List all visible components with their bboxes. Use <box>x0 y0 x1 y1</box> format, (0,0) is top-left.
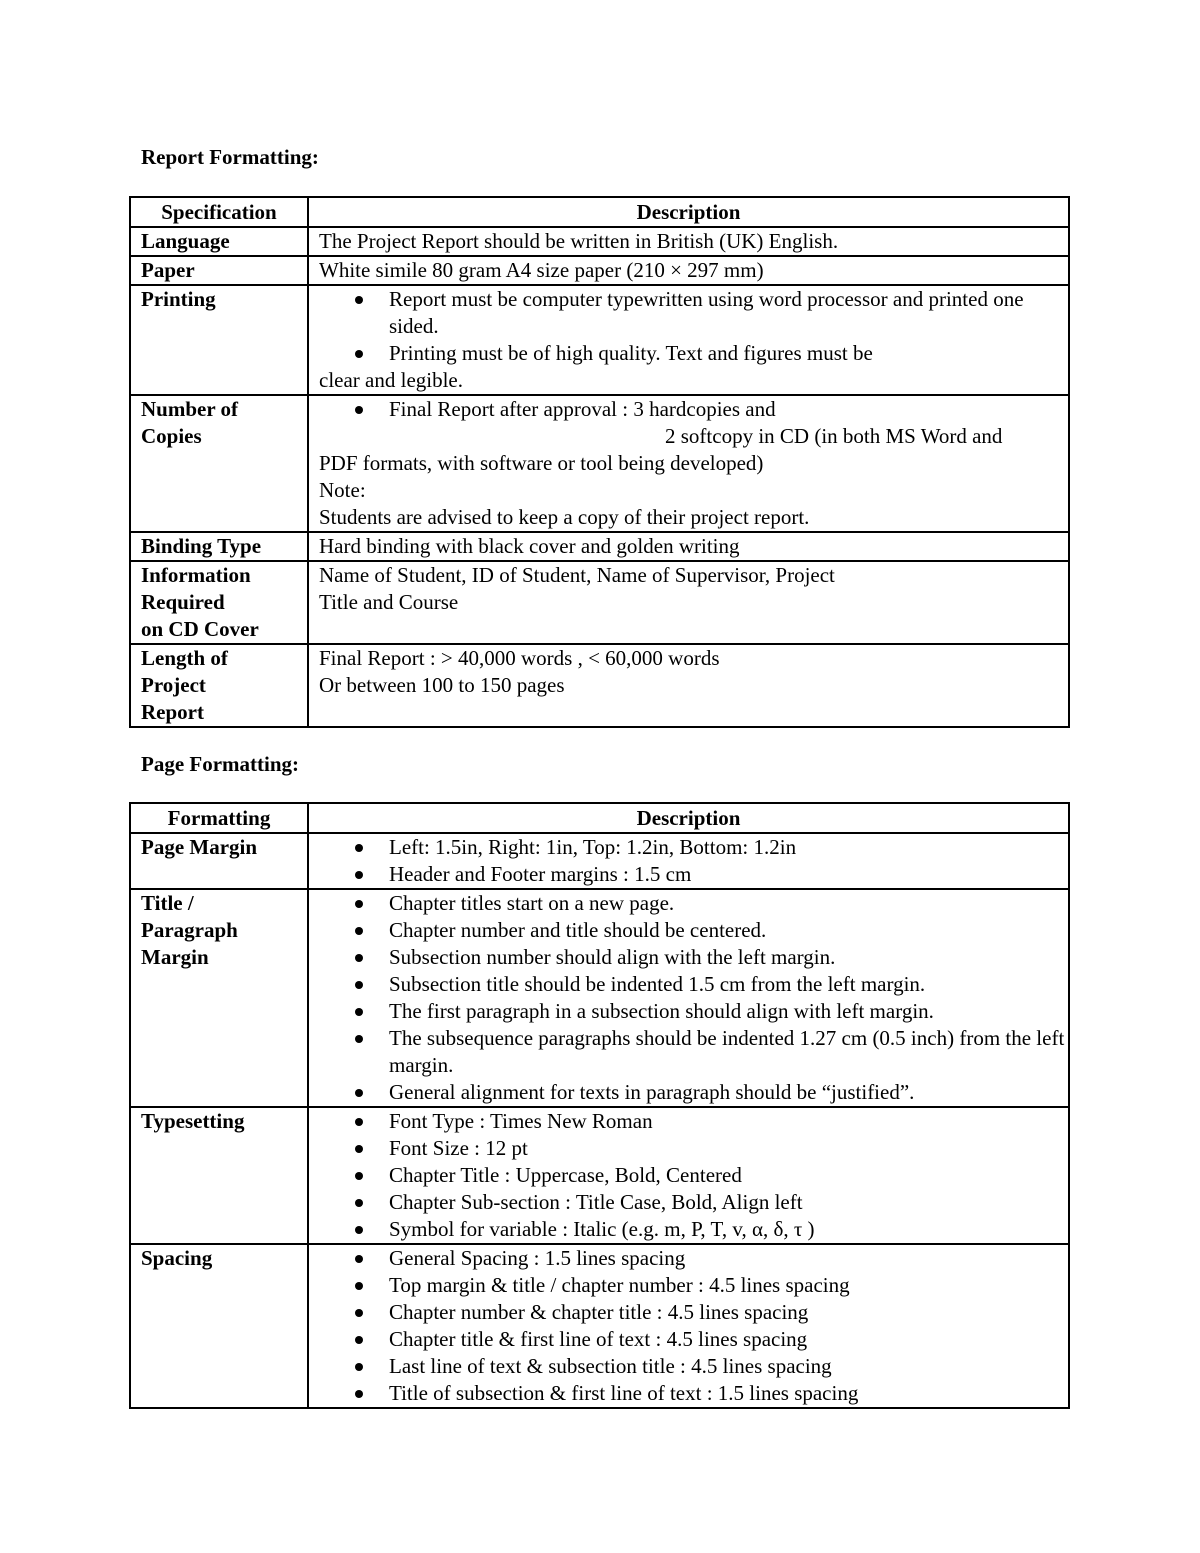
spec-line: Project <box>141 673 206 697</box>
spec-line: Paragraph <box>141 918 238 942</box>
list-item: Subsection title should be indented 1.5 cm from the left margin. <box>319 971 1068 998</box>
spec-line: on CD Cover <box>141 617 259 641</box>
spec-copies <box>130 395 308 532</box>
bullet-list <box>319 834 1068 888</box>
table-row-title-paragraph <box>130 889 1069 1107</box>
desc-line: Title and Course <box>319 590 459 614</box>
list-item: Printing must be of high quality. Text and figures must be <box>319 340 1068 367</box>
desc-language: The Project Report should be written in British (UK) English. <box>308 227 1069 256</box>
spec-line: Margin <box>141 945 209 969</box>
table-row-length <box>130 644 1069 727</box>
table-row-printing <box>130 285 1069 395</box>
copies-line-3: PDF formats, with software or tool being developed) <box>319 451 764 475</box>
spec-line: Information <box>141 563 251 587</box>
desc-typesetting <box>308 1107 1069 1244</box>
list-item: Font Type : Times New Roman <box>319 1108 1068 1135</box>
desc-line: Or between 100 to 150 pages <box>319 673 565 697</box>
spec-spacing: Spacing <box>130 1244 308 1408</box>
desc-binding: Hard binding with black cover and golden writing <box>308 532 1069 561</box>
note-label: Note: <box>319 478 366 502</box>
bullet-list <box>319 890 1068 1106</box>
spec-paper: Paper <box>130 256 308 285</box>
copies-line-2: 2 softcopy in CD (in both MS Word and <box>665 424 1003 448</box>
list-item: Left: 1.5in, Right: 1in, Top: 1.2in, Bottom: 1.2in <box>319 834 1068 861</box>
bullet-list <box>319 396 1068 423</box>
spec-printing: Printing <box>130 285 308 395</box>
column-header-formatting: Formatting <box>130 803 308 833</box>
list-item: Final Report after approval : 3 hardcopies and <box>319 396 1068 423</box>
note-text: Students are advised to keep a copy of their project report. <box>319 505 810 529</box>
desc-page-margin <box>308 833 1069 889</box>
column-header-specification: Specification <box>130 197 308 227</box>
desc-length <box>308 644 1069 727</box>
page-formatting-table <box>129 802 1070 1409</box>
desc-cd-cover <box>308 561 1069 644</box>
spec-line: Title / <box>141 891 194 915</box>
page-formatting-heading: Page Formatting: <box>141 752 300 776</box>
list-item: Subsection number should align with the left margin. <box>319 944 1068 971</box>
table-header-row <box>130 803 1069 833</box>
spec-binding: Binding Type <box>130 532 308 561</box>
list-item: Chapter number & chapter title : 4.5 lines spacing <box>319 1299 1068 1326</box>
spec-cd-cover <box>130 561 308 644</box>
printing-continuation: clear and legible. <box>319 368 464 392</box>
spec-line: Number of <box>141 397 239 421</box>
spec-title-paragraph <box>130 889 308 1107</box>
list-item: Title of subsection & first line of text : 1.5 lines spacing <box>319 1380 1068 1407</box>
table-row-binding <box>130 532 1069 561</box>
list-item: Top margin & title / chapter number : 4.5 lines spacing <box>319 1272 1068 1299</box>
list-item: Font Size : 12 pt <box>319 1135 1068 1162</box>
table-row-page-margin <box>130 833 1069 889</box>
table-row-copies <box>130 395 1069 532</box>
desc-paper: White simile 80 gram A4 size paper (210 × 297 mm) <box>308 256 1069 285</box>
table-row-paper <box>130 256 1069 285</box>
table-row-language <box>130 227 1069 256</box>
column-header-description: Description <box>308 803 1069 833</box>
spec-page-margin: Page Margin <box>130 833 308 889</box>
list-item: Report must be computer typewritten using word processor and printed one sided. <box>319 286 1068 340</box>
spec-line: Copies <box>141 424 202 448</box>
list-item: Symbol for variable : Italic (e.g. m, P, T, v, α, δ, τ ) <box>319 1216 1068 1243</box>
list-item: General alignment for texts in paragraph should be “justified”. <box>319 1079 1068 1106</box>
table-row-typesetting <box>130 1107 1069 1244</box>
desc-line: Name of Student, ID of Student, Name of Supervisor, Project <box>319 563 835 587</box>
report-formatting-heading: Report Formatting: <box>141 145 319 169</box>
spec-line: Required <box>141 590 225 614</box>
table-row-spacing <box>130 1244 1069 1408</box>
list-item: Chapter number and title should be centered. <box>319 917 1068 944</box>
desc-title-paragraph <box>308 889 1069 1107</box>
desc-spacing <box>308 1244 1069 1408</box>
spec-line: Length of <box>141 646 228 670</box>
list-item: Chapter Title : Uppercase, Bold, Centered <box>319 1162 1068 1189</box>
desc-copies <box>308 395 1069 532</box>
spec-length <box>130 644 308 727</box>
column-header-description: Description <box>308 197 1069 227</box>
bullet-list <box>319 286 1068 367</box>
list-item: Header and Footer margins : 1.5 cm <box>319 861 1068 888</box>
spec-typesetting: Typesetting <box>130 1107 308 1244</box>
list-item: Chapter titles start on a new page. <box>319 890 1068 917</box>
list-item: Chapter Sub-section : Title Case, Bold, Align left <box>319 1189 1068 1216</box>
bullet-list <box>319 1108 1068 1243</box>
table-header-row <box>130 197 1069 227</box>
list-item: The subsequence paragraphs should be indented 1.27 cm (0.5 inch) from the left margin. <box>319 1025 1068 1079</box>
list-item: Last line of text & subsection title : 4.5 lines spacing <box>319 1353 1068 1380</box>
list-item: Chapter title & first line of text : 4.5 lines spacing <box>319 1326 1068 1353</box>
list-item: General Spacing : 1.5 lines spacing <box>319 1245 1068 1272</box>
bullet-list <box>319 1245 1068 1407</box>
table-row-cd-cover <box>130 561 1069 644</box>
spec-language: Language <box>130 227 308 256</box>
spec-line: Report <box>141 700 204 724</box>
list-item: The first paragraph in a subsection should align with left margin. <box>319 998 1068 1025</box>
report-formatting-table <box>129 196 1070 728</box>
desc-line: Final Report : > 40,000 words , < 60,000 words <box>319 646 720 670</box>
desc-printing <box>308 285 1069 395</box>
